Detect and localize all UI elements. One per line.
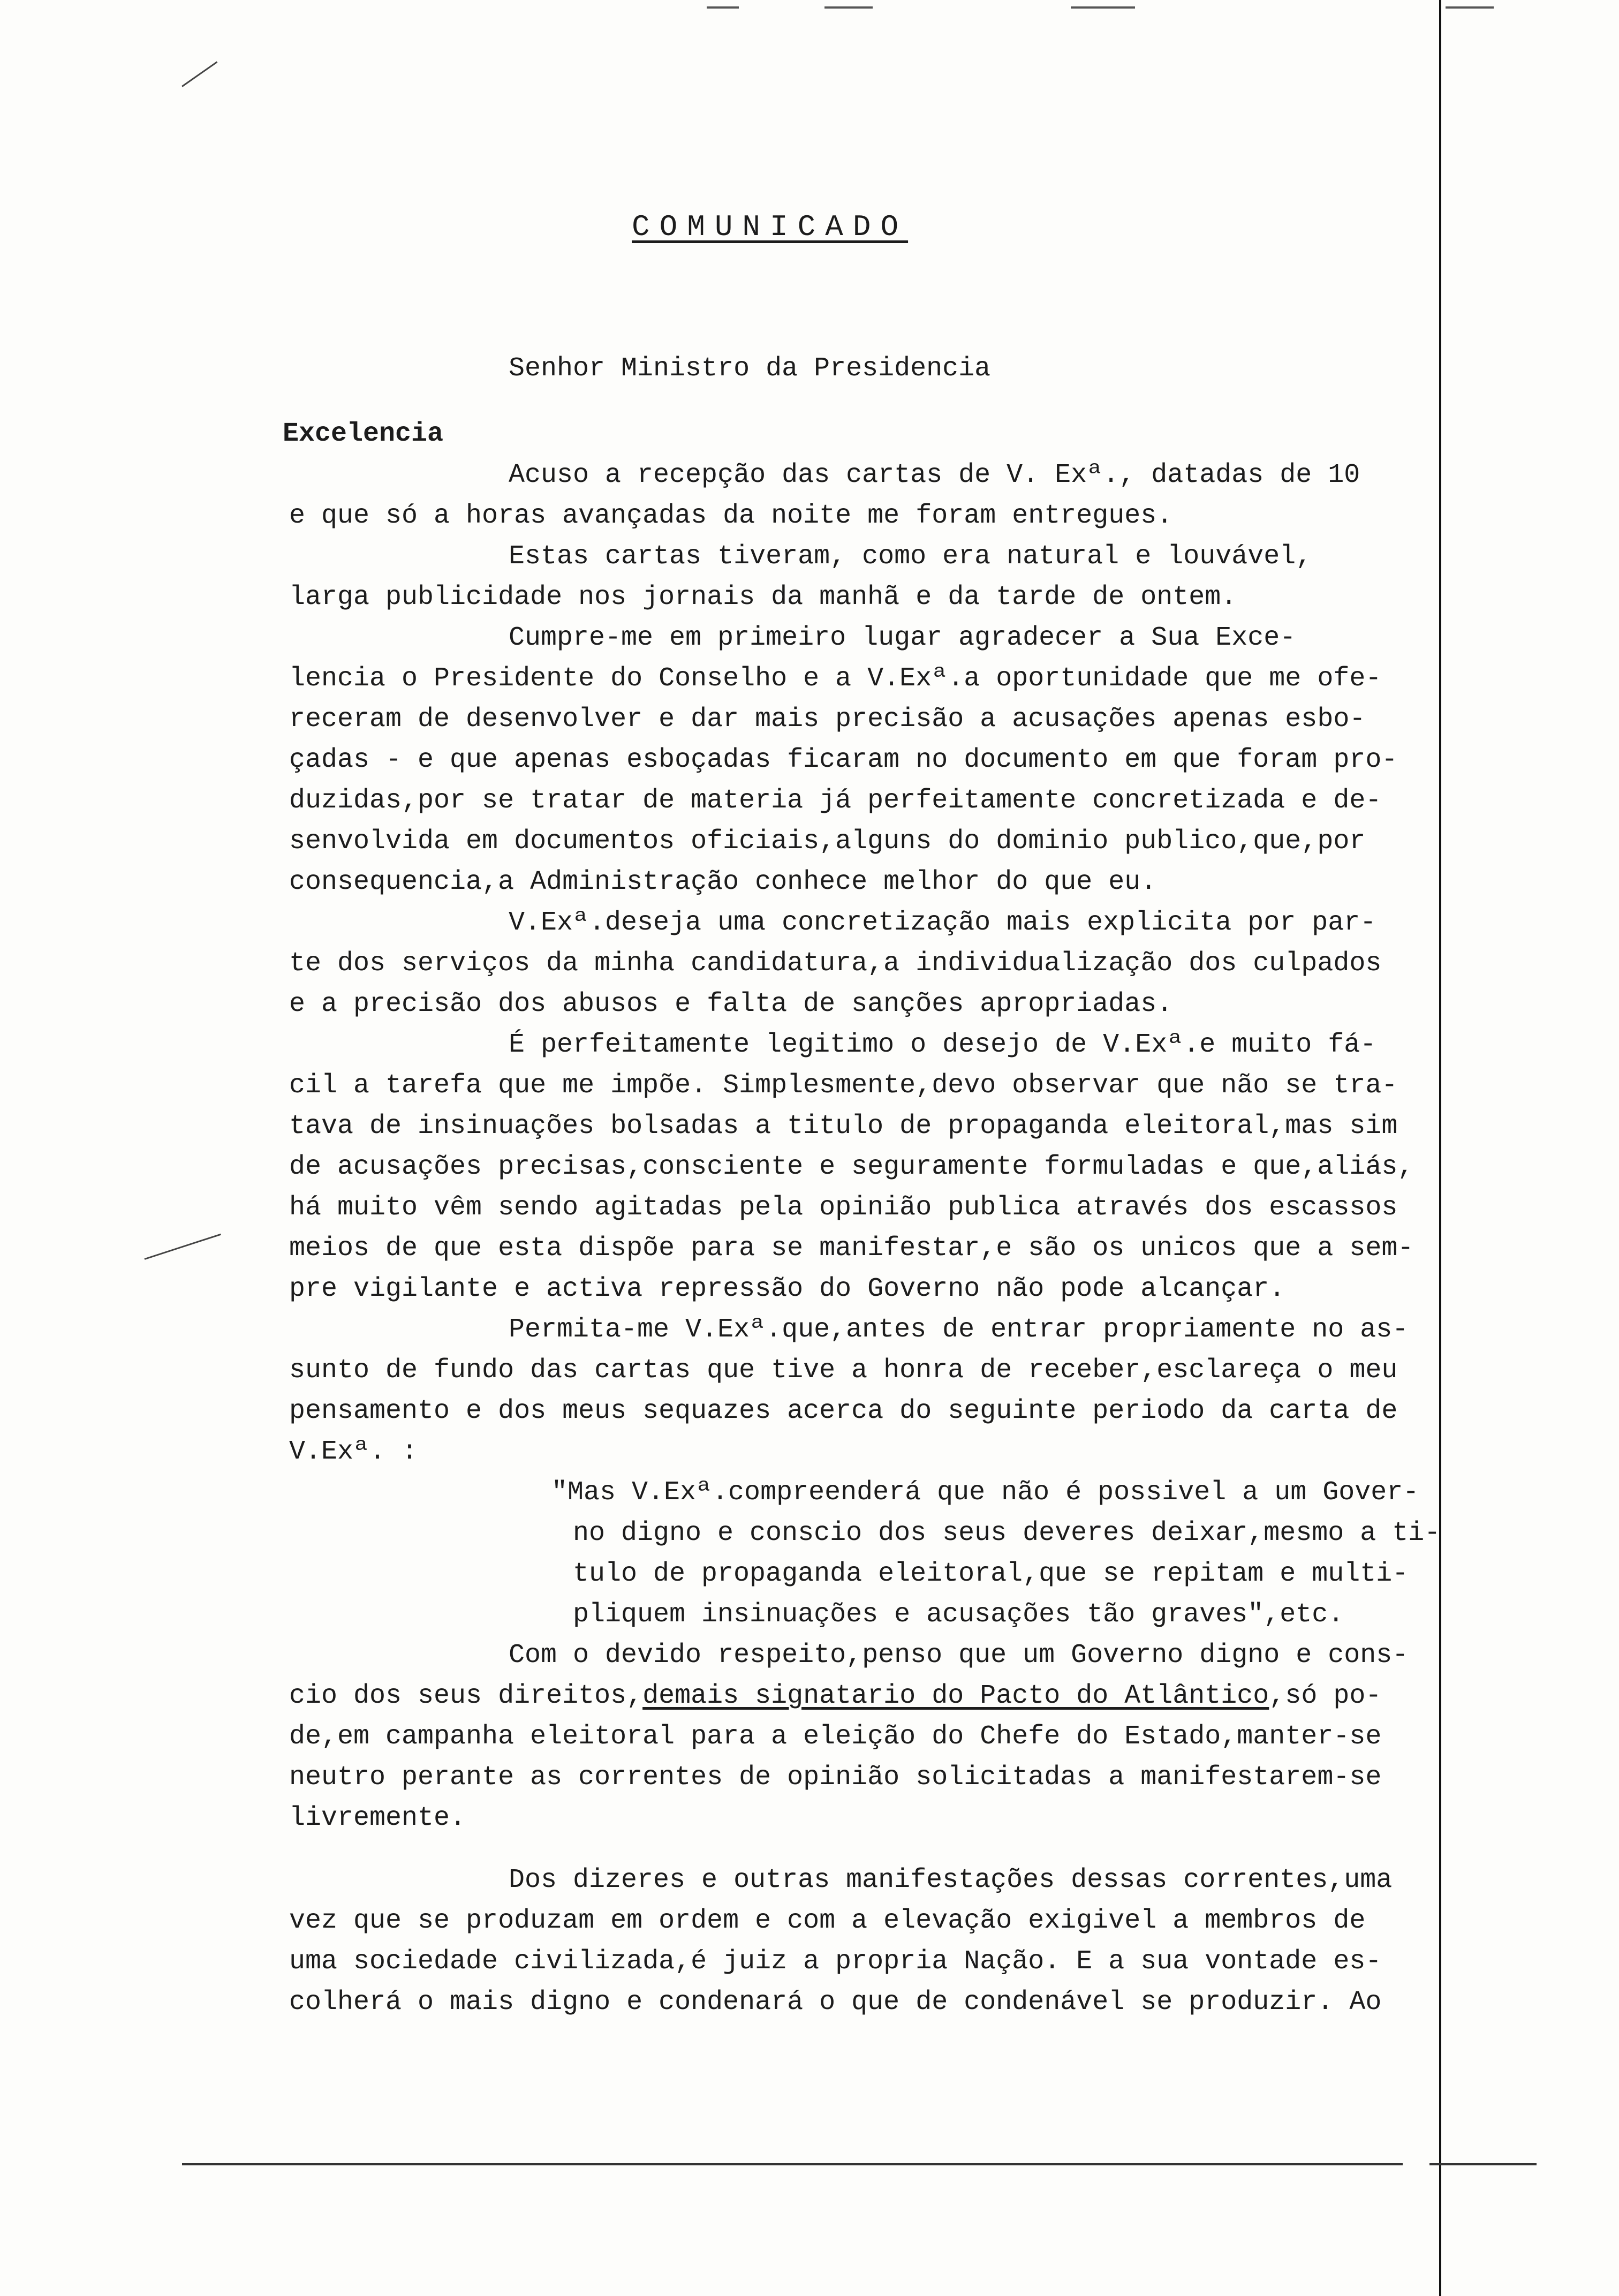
scan-artifact xyxy=(707,6,739,9)
text-line: Permita-me V.Exª.que,antes de entrar propriamente no as- xyxy=(509,1315,1409,1345)
paragraph xyxy=(289,1310,1435,1472)
paragraph xyxy=(289,618,1435,903)
text-segment: ,só po- xyxy=(1269,1681,1382,1711)
text-line: sunto de fundo das cartas que tive a honra de receber,esclareça o meu xyxy=(289,1355,1398,1386)
margin-rule xyxy=(1439,0,1441,2296)
text-line: colherá o mais digno e condenará o que de condenável se produzir. Ao xyxy=(289,1987,1382,2018)
text-line: larga publicidade nos jornais da manhã e da tarde de ontem. xyxy=(289,582,1237,613)
pen-mark xyxy=(145,1234,222,1260)
text-line: cil a tarefa que me impõe. Simplesmente,devo observar que não se tra- xyxy=(289,1070,1398,1101)
text-line: É perfeitamente legitimo o desejo de V.Exª.e muito fá- xyxy=(509,1030,1376,1060)
text-line: meios de que esta dispõe para se manifestar,e são os unicos que a sem- xyxy=(289,1233,1414,1264)
footer-rule xyxy=(1429,2163,1537,2165)
text-line: duzidas,por se tratar de materia já perfeitamente concretizada e de- xyxy=(289,786,1382,816)
text-line: Estas cartas tiveram, como era natural e louvável, xyxy=(509,541,1312,572)
paragraph-gap xyxy=(289,1839,1435,1860)
text-line: te dos serviços da minha candidatura,a individualização dos culpados xyxy=(289,948,1382,979)
footer-rule xyxy=(182,2163,1403,2165)
text-line: de,em campanha eleitoral para a eleição do Chefe do Estado,manter-se xyxy=(289,1721,1382,1752)
letter-body xyxy=(289,455,1441,2023)
quote-line: pliquem insinuações e acusações tão graves",etc. xyxy=(573,1599,1344,1630)
scan-artifact xyxy=(1446,6,1494,9)
salutation: Senhor Ministro da Presidencia xyxy=(509,353,991,384)
text-line: senvolvida em documentos oficiais,alguns do dominio publico,que,por xyxy=(289,826,1366,857)
quote-line: no digno e conscio dos seus deveres deixar,mesmo a ti- xyxy=(573,1518,1441,1549)
text-line: consequencia,a Administração conhece melhor do que eu. xyxy=(289,867,1157,897)
text-line: neutro perante as correntes de opinião solicitadas a manifestarem-se xyxy=(289,1762,1382,1793)
quote-line: tulo de propaganda eleitoral,que se repitam e multi- xyxy=(573,1559,1409,1589)
paragraph xyxy=(289,903,1435,1025)
document-title: COMUNICADO xyxy=(632,210,909,244)
text-line: pre vigilante e activa repressão do Governo não pode alcançar. xyxy=(289,1274,1285,1304)
text-line: receram de desenvolver e dar mais precisão a acusações apenas esbo- xyxy=(289,704,1366,735)
text-line: e que só a horas avançadas da noite me foram entregues. xyxy=(289,501,1173,531)
paragraph xyxy=(289,455,1435,537)
text-line: há muito vêm sendo agitadas pela opinião publica através dos escassos xyxy=(289,1192,1398,1223)
pen-mark xyxy=(181,61,217,87)
paragraph xyxy=(289,1635,1435,1839)
paragraph xyxy=(289,1025,1435,1310)
addressee: Excelencia xyxy=(283,419,444,449)
text-line: Com o devido respeito,penso que um Governo digno e cons- xyxy=(509,1640,1409,1671)
text-line: vez que se produzam em ordem e com a elevação exigivel a membros de xyxy=(289,1906,1366,1936)
text-line: çadas - e que apenas esboçadas ficaram no documento em que foram pro- xyxy=(289,745,1398,775)
text-line: lencia o Presidente do Conselho e a V.Exª.a oportunidade que me ofe- xyxy=(289,663,1382,694)
scan-artifact xyxy=(824,6,873,9)
text-line: uma sociedade civilizada,é juiz a propria Nação. E a sua vontade es- xyxy=(289,1946,1382,1977)
quote-line: "Mas V.Exª.compreenderá que não é possivel a um Gover- xyxy=(551,1477,1419,1508)
text-line: livremente. xyxy=(289,1803,466,1833)
paragraph xyxy=(289,1860,1435,2023)
text-line: V.Exª. : xyxy=(289,1437,418,1467)
text-line: tava de insinuações bolsadas a titulo de propaganda eleitoral,mas sim xyxy=(289,1111,1398,1142)
text-line: pensamento e dos meus sequazes acerca do seguinte periodo da carta de xyxy=(289,1396,1398,1426)
text-line: Acuso a recepção das cartas de V. Exª., datadas de 10 xyxy=(509,460,1360,490)
paragraph xyxy=(289,537,1435,618)
scan-artifact xyxy=(1071,6,1135,9)
text-line: V.Exª.deseja uma concretização mais explicita por par- xyxy=(509,908,1376,938)
text-line: Dos dizeres e outras manifestações dessas correntes,uma xyxy=(509,1865,1393,1895)
block-quote xyxy=(289,1472,1441,1635)
underlined-phrase: demais signatario do Pacto do Atlântico xyxy=(642,1681,1269,1711)
text-line xyxy=(289,1676,1435,1717)
text-line: de acusações precisas,consciente e seguramente formuladas e que,aliás, xyxy=(289,1152,1414,1182)
text-line: e a precisão dos abusos e falta de sanções apropriadas. xyxy=(289,989,1173,1019)
text-segment: cio dos seus direitos, xyxy=(289,1681,643,1711)
text-line: Cumpre-me em primeiro lugar agradecer a Sua Exce- xyxy=(509,623,1296,653)
